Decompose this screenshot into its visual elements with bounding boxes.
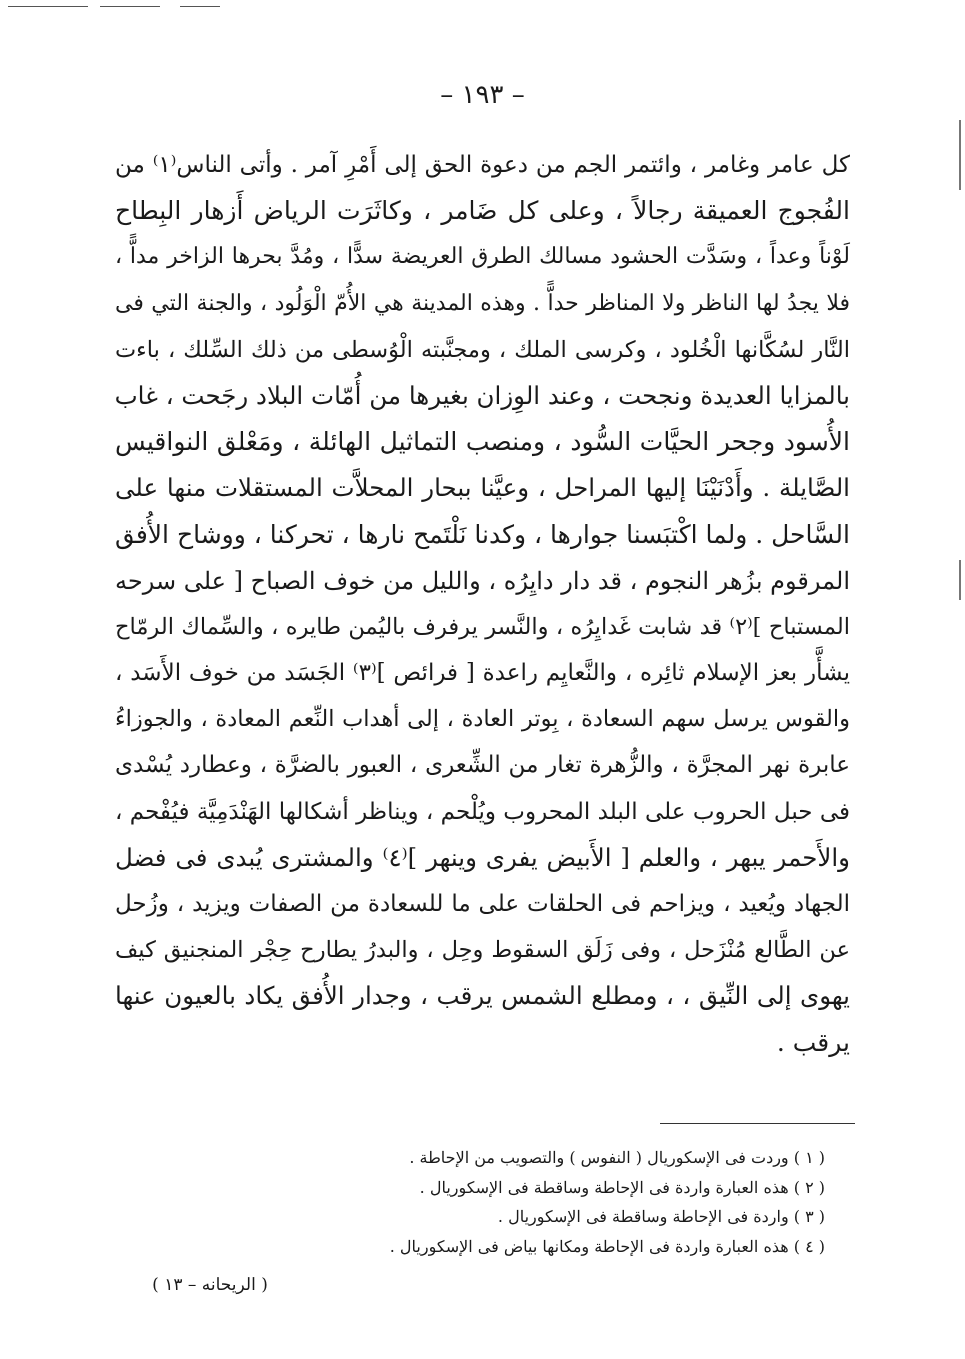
text-line: الفُجوج العميقة رجالاً ، وعلى كل ضَامر ، وكاثَرَت الرياض أَزهار البِطاح [115,196,850,226]
footnote: ( ٣ ) واردة فى الإحاطة وساقطة فى الإسكوريال . [497,1207,825,1226]
footnote: ( ٤ ) هذه العبارة واردة فى الإحاطة ومكانها بياض فى الإسكوريال . [389,1236,825,1256]
text-line: والقوس يرسل سهم السعادة ، بِوتر العادة ، إلى أهداب النِّعم المعادة ، والجوزاءُ [115,706,850,733]
text-line: فلا يجدُ لها الناظر ولا المناظر حداًّ . وهذه المدينة هي الأُمّ الْوَلُود ، والجنة التي فى [115,290,850,316]
text-line: الأُسود وجحر الحيَّات السُّود ، ومنصب التماثيل الهائلة ، ومَعْلق النواقيس [115,427,850,457]
text-line: الجهاد ويُعيد ، ويزاحم فى الحلقات على ما للسعادة من الصفات ويزيد ، وزُحل [115,891,850,917]
scan-edge-mark [100,6,160,7]
scan-edge-mark [959,120,961,190]
text-line: يهوى إلى النِّيق ، ، ومطلع الشمس يرقب ، وجدار الأُفق يكاد بالعيون عنها [115,981,850,1011]
footnote-divider [660,1123,855,1124]
text-line: النَّار لسُكَّانها الْخُلود ، وكرسى الملك ، ومجنَّبته الْوُسطى من ذلك السِّلك ، باءت [115,336,850,363]
text-line: كل عامر وغامر ، وائتمر الجم من دعوة الحق إلى أَمْرِ آمر . وأتى الناس⁽١⁾ من [115,152,850,178]
scan-edge-mark [959,560,961,600]
scan-edge-mark [8,6,88,7]
text-line: والأَحمر يبهر ، والعلم [ الأَبيض يفرى وينهر ]⁽٤⁾ والمشترى يُبدى فى فضل [115,842,850,872]
scan-edge-mark [180,6,220,7]
text-line: المرقوم بزُهر النجوم ، قد دار دايِرُه ، والليل من خوف الصباح [ على سرحه [115,566,850,595]
text-line: يرقب . [776,1027,850,1057]
text-line: الصَّايلة . وأَدْنَيْنَا إليها المراحل ، وعيَّنا ببحار المحلاَّت المستقلات منها على [115,473,850,503]
text-line: يشأَّر بعز الإسلام ثائِره ، والنَّعايِم راعدة [ فرائص ]⁽٣⁾ الجَسَد من خوف الأَسَد ، [115,660,850,687]
footnotes [300,1143,825,1261]
footnote: ( ١ ) وردت فى الإسكوريال ( النفوس ) والتصويب من الإحاطة . [409,1148,825,1167]
text-line: السَّاحل . ولما اكْتبَسنا جوارها ، وكدنا نَلْتَمح نارها ، تحركنا ، ووشاح الأُفق [115,519,850,549]
text-line: المستباح ]⁽٢⁾ قد شابت غَدايِرُه ، والنَّسر يرفرف باليُمن طايره ، والسِّماك الرمّاح [115,613,850,640]
text-line: عن الطَّالع مُنْزَحل ، وفى زَلَق السقوط وحِل ، والبدرُ يطارح حِجْر المنجنيق كيف [115,937,850,964]
body-text [115,142,850,1066]
text-line: فى حبل الحروب على البلد المحروب ويُلْحم ، ويناظر أشكالها الهَنْدَمِيَّة فيُفْحم ، [115,798,850,825]
text-line: لَوْناً وعداً ، وسَدَّت الحشود مسالك الطرق العريضة سدًّا ، ومُدَّ بحرها الزاخر مداًّ ، [115,244,850,270]
text-line: بالمزايا العديدة ونجحت ، وعند الوِزان بغيرها من أُمّات البلاد رجَحت ، غاب [114,380,850,410]
page-number: – ١٩٣ – [440,80,525,110]
signature-mark: ( الريحانه – ١٣ ) [152,1275,268,1295]
footnote: ( ٢ ) هذه العبارة واردة فى الإحاطة وساقطة فى الإسكوريال . [419,1177,825,1197]
text-line: عابرة نهر المجرَّة ، والزُّهرة تغار من الشِّعرى ، العبور بالضرَّة ، وعطارد يُسْدى [115,752,850,779]
